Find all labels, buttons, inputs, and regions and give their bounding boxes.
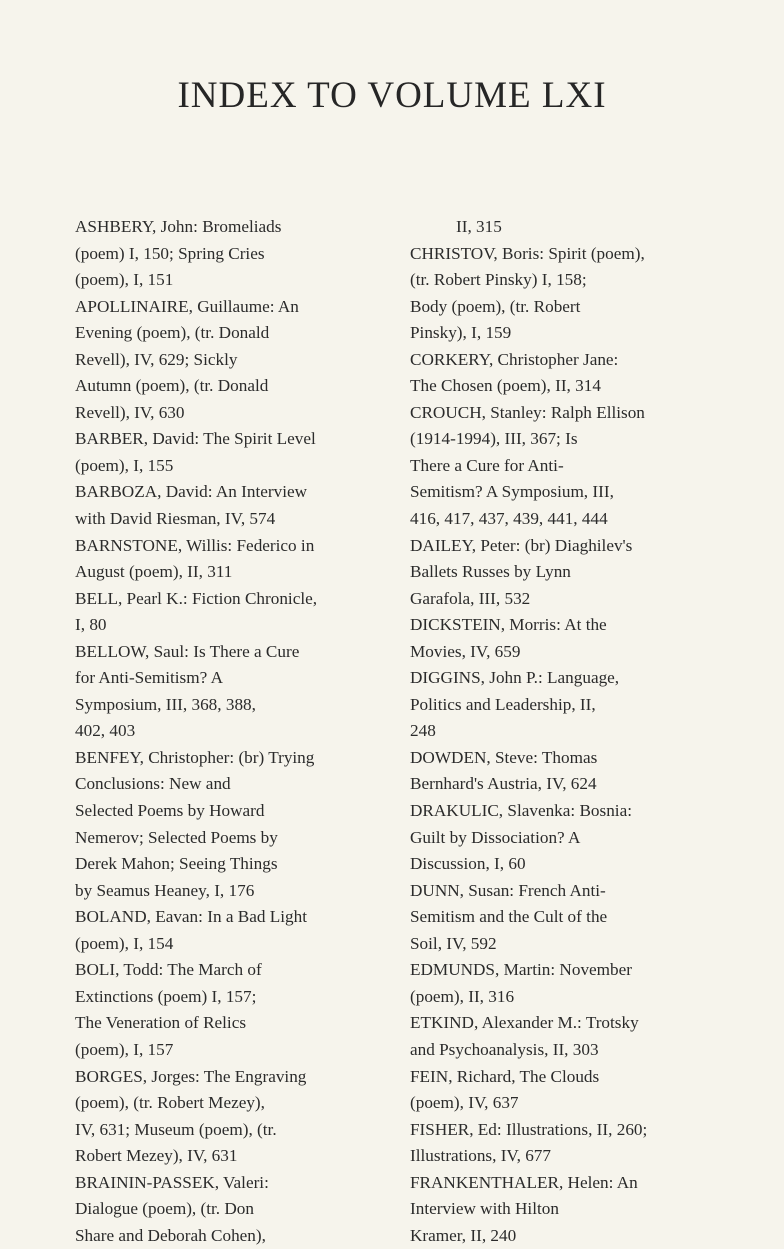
entry-line: Semitism and the Cult of the [410,907,608,927]
entry-line: Robert Mezey), IV, 631 [75,1146,238,1166]
index-column-right [410,214,740,1249]
entry-line: 248 [410,721,436,741]
entry-line: Body (poem), (tr. Robert [410,296,581,316]
entry-line: for Anti-Semitism? A [75,668,223,688]
entry-line: (poem), II, 316 [410,986,515,1006]
entry-line: Evening (poem), (tr. Donald [75,323,270,343]
entry-line: 402, 403 [75,721,136,741]
entry-line: CROUCH, Stanley: Ralph Ellison [410,402,645,422]
entry-line: APOLLINAIRE, Guillaume: An [75,296,299,316]
entry-line: Semitism? A Symposium, III, [410,482,614,502]
index-entry [410,665,740,745]
entry-line: August (poem), II, 311 [75,562,233,582]
entry-line: FEIN, Richard, The Clouds [410,1066,600,1086]
index-entry [410,1064,740,1117]
entry-line: Garafola, III, 532 [410,588,531,608]
entry-line: IV, 631; Museum (poem), (tr. [75,1119,277,1139]
index-entry [75,957,395,1063]
index-entry [75,1170,395,1249]
entry-line: (poem), I, 157 [75,1039,174,1059]
index-entry [410,957,740,1010]
index-entry [410,241,740,347]
index-entry [75,904,395,957]
index-entry [410,347,740,400]
entry-line: by Seamus Heaney, I, 176 [75,880,255,900]
entry-line: Guilt by Dissociation? A [410,827,581,847]
entry-line: Selected Poems by Howard [75,801,265,821]
entry-line: (poem), I, 154 [75,933,174,953]
entry-line: ASHBERY, John: Bromeliads [75,217,282,236]
entry-line: Conclusions: New and [75,774,231,794]
index-entry [75,479,395,532]
entry-line: (poem) I, 150; Spring Cries [75,243,265,263]
index-entry [410,745,740,798]
index-entry [410,798,740,878]
entry-line: I, 80 [75,615,107,635]
entry-line: ETKIND, Alexander M.: Trotsky [410,1013,639,1033]
entry-line: BARBER, David: The Spirit Level [75,429,316,449]
entry-line: CHRISTOV, Boris: Spirit (poem), [410,243,645,263]
entry-line: Nemerov; Selected Poems by [75,827,278,847]
entry-line: Movies, IV, 659 [410,641,521,661]
index-entry [410,400,740,533]
entry-line: BOLI, Todd: The March of [75,960,262,980]
entry-line: (1914-1994), III, 367; Is [410,429,578,449]
entry-line: (poem), I, 155 [75,455,174,475]
entry-line: Kramer, II, 240 [410,1225,517,1245]
entry-line: 416, 417, 437, 439, 441, 444 [410,509,608,529]
entry-line: Interview with Hilton [410,1199,559,1219]
entry-line: DAILEY, Peter: (br) Diaghilev's [410,535,633,555]
entry-line: The Veneration of Relics [75,1013,247,1033]
index-entry [75,426,395,479]
index-entry [75,294,395,427]
entry-line: Discussion, I, 60 [410,854,526,874]
entry-line: Illustrations, IV, 677 [410,1146,551,1166]
index-column-left [75,214,395,1249]
entry-line: Soil, IV, 592 [410,933,497,953]
entry-line: FRANKENTHALER, Helen: An [410,1172,638,1192]
index-entry [75,639,395,745]
index-entry [75,745,395,904]
entry-line: BARNSTONE, Willis: Federico in [75,535,315,555]
entry-line: CORKERY, Christopher Jane: [410,349,619,369]
entry-line: DOWDEN, Steve: Thomas [410,747,598,767]
entry-line: DUNN, Susan: French Anti- [410,880,606,900]
entry-line: FISHER, Ed: Illustrations, II, 260; [410,1119,648,1139]
entry-line: Ballets Russes by Lynn [410,562,571,582]
index-entry [410,1010,740,1063]
entry-line: II, 315 [456,217,502,236]
entry-line: BELL, Pearl K.: Fiction Chronicle, [75,588,318,608]
entry-line: and Psychoanalysis, II, 303 [410,1039,599,1059]
entry-line: BENFEY, Christopher: (br) Trying [75,747,315,767]
index-entry [410,533,740,613]
index-entry [410,1117,740,1170]
entry-line: Derek Mahon; Seeing Things [75,854,278,874]
entry-line: BOLAND, Eavan: In a Bad Light [75,907,307,927]
entry-line: BORGES, Jorges: The Engraving [75,1066,307,1086]
index-entry-continuation [410,214,740,241]
entry-line: DIGGINS, John P.: Language, [410,668,620,688]
entry-line: with David Riesman, IV, 574 [75,509,276,529]
entry-line: Politics and Leadership, II, [410,694,596,714]
entry-line: Revell), IV, 629; Sickly [75,349,238,369]
entry-line: Revell), IV, 630 [75,402,185,422]
index-entry [75,533,395,586]
entry-line: (poem), I, 151 [75,270,174,290]
page-title: INDEX TO VOLUME LXI [177,75,607,116]
entry-line: BELLOW, Saul: Is There a Cure [75,641,300,661]
index-entry [410,1170,740,1249]
index-entry [410,612,740,665]
entry-line: DRAKULIC, Slavenka: Bosnia: [410,801,632,821]
entry-line: Dialogue (poem), (tr. Don [75,1199,254,1219]
entry-line: DICKSTEIN, Morris: At the [410,615,607,635]
index-entry [75,1064,395,1170]
entry-line: Pinsky), I, 159 [410,323,512,343]
entry-line: EDMUNDS, Martin: November [410,960,632,980]
entry-line: There a Cure for Anti- [410,455,564,475]
entry-line: Autumn (poem), (tr. Donald [75,376,269,396]
entry-line: The Chosen (poem), II, 314 [410,376,601,396]
entry-line: (poem), (tr. Robert Mezey), [75,1093,265,1113]
entry-line: Symposium, III, 368, 388, [75,694,256,714]
entry-line: (tr. Robert Pinsky) I, 158; [410,270,587,290]
entry-line: BARBOZA, David: An Interview [75,482,308,502]
entry-line: Extinctions (poem) I, 157; [75,986,257,1006]
index-entry [75,214,395,294]
entry-line: (poem), IV, 637 [410,1093,519,1113]
entry-line: Bernhard's Austria, IV, 624 [410,774,597,794]
entry-line: Share and Deborah Cohen), [75,1225,266,1245]
index-entry [75,586,395,639]
index-entry [410,878,740,958]
entry-line: BRAININ-PASSEK, Valeri: [75,1172,269,1192]
